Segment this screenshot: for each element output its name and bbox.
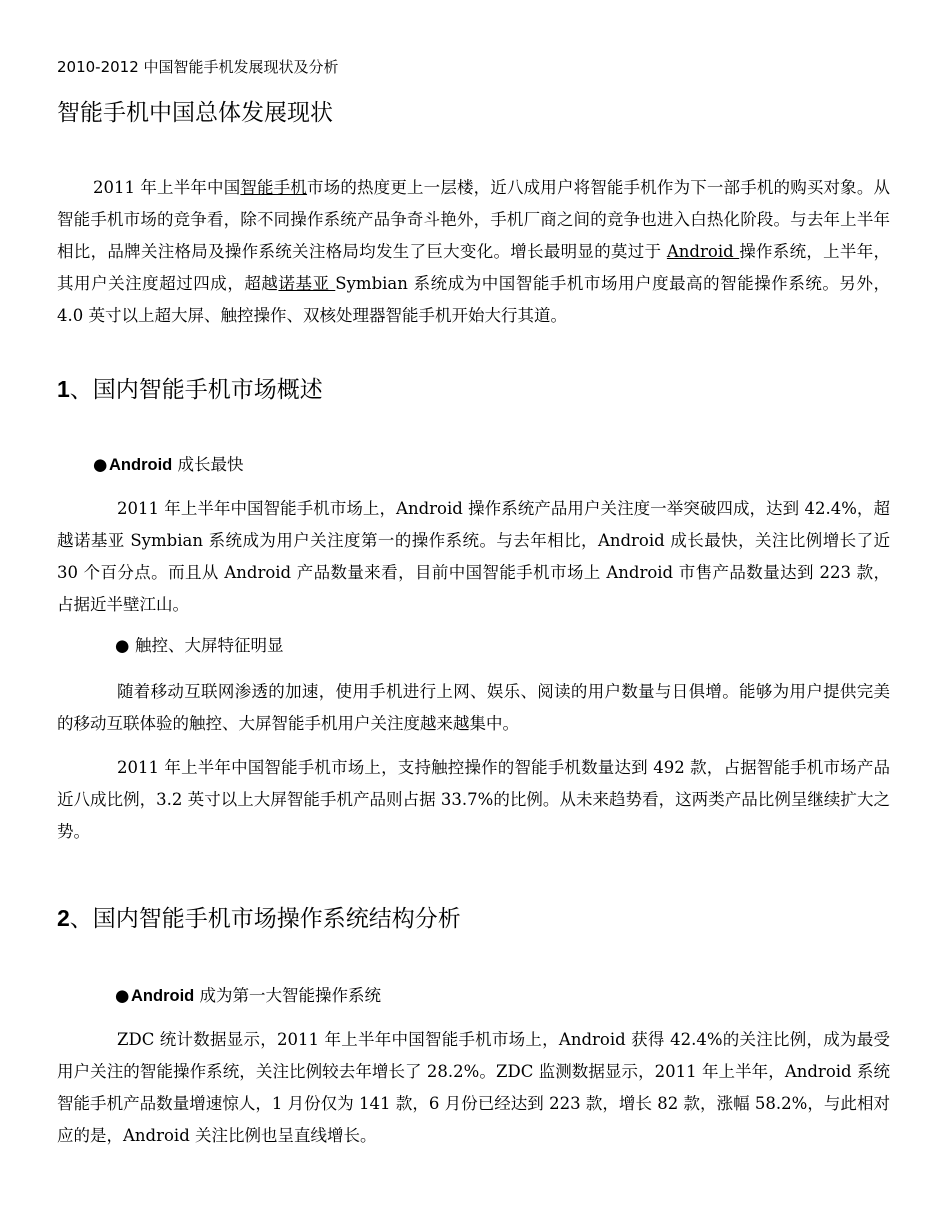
bullet-text: 成长最快 (172, 455, 244, 474)
section-number: 2 (57, 905, 70, 931)
android-link[interactable]: Android (666, 242, 740, 261)
section-heading-2 (57, 902, 461, 935)
intro-text-2: 市场的热度更上一层楼，近八成用户将智能手机作为下一部手机的购买对象。从智能手机市场的竞争看，除不同操作系统产品争奇斗艳外，手机厂商之间的竞争也进入白热化阶段。与去年上半年相比，品牌关注格局及操作系统关注格局均发生了巨大变化。增长最明显的莫过于 (57, 178, 891, 261)
nokia-link[interactable]: 诺基亚 (278, 274, 336, 293)
intro-text-3: 操作系统，上半年，其用户关注度超过四成，超越 (57, 242, 891, 293)
page-title: 智能手机中国总体发展现状 (57, 100, 333, 126)
section1-paragraph-2: 随着移动互联网渗透的加速，使用手机进行上网、娱乐、阅读的用户数量与日俱增。能够为用户提供完美的移动互联体验的触控、大屏智能手机用户关注度越来越集中。 (57, 682, 890, 733)
bullet-text: 成为第一大智能操作系统 (194, 986, 381, 1005)
section-title: 、国内智能手机市场概述 (69, 377, 323, 403)
bullet-icon: ● (93, 455, 108, 474)
bullet-latin: Android (109, 456, 173, 474)
document-header: 2010-2012 中国智能手机发展现状及分析 (57, 58, 339, 76)
bullet-text: 触控、大屏特征明显 (135, 636, 284, 655)
bullet-android-fastest (93, 451, 244, 479)
intro-paragraph (57, 172, 890, 332)
section1-paragraph-1: 2011 年上半年中国智能手机市场上，Android 操作系统产品用户关注度一举突破四成，达到 42.4%，超越诺基亚 Symbian 系统成为用户关注度第一的操作系统。与去年相比，Android 成长最快，关注比例增长了近 30 个百分点。而且从 Android 产品数量来看，目前中国智能手机市场上 Android 市售产品数量达到 223 款，占据近半壁江山。 (57, 499, 890, 614)
section-number: 1 (57, 376, 70, 402)
section-heading-1 (57, 373, 323, 406)
bullet-icon: ● (115, 636, 130, 655)
section2-paragraph-1: ZDC 统计数据显示，2011 年上半年中国智能手机市场上，Android 获得 42.4%的关注比例，成为最受用户关注的智能操作系统，关注比例较去年增长了 28.2%。ZDC 监测数据显示，2011 年上半年，Android 系统智能手机产品数量增速惊人，1 月份仅为 141 款，6 月份已经达到 223 款，增长 82 款，涨幅 58.2%，与此相对应的是，Android 关注比例也呈直线增长。 (57, 1030, 890, 1145)
intro-text-1: 2011 年上半年中国 (93, 178, 241, 197)
smartphone-link[interactable]: 智能手机 (240, 178, 308, 197)
section-title: 、国内智能手机市场操作系统结构分析 (69, 906, 461, 932)
intro-text-4: Symbian 系统成为中国智能手机市场用户度最高的智能操作系统。另外，4.0 英寸以上超大屏、触控操作、双核处理器智能手机开始大行其道。 (57, 274, 891, 325)
bullet-android-top-os (115, 982, 381, 1010)
bullet-icon: ● (115, 986, 130, 1005)
section1-paragraph-3: 2011 年上半年中国智能手机市场上，支持触控操作的智能手机数量达到 492 款，占据智能手机市场产品近八成比例，3.2 英寸以上大屏智能手机产品则占据 33.7%的比例。从未来趋势看，这两类产品比例呈继续扩大之势。 (57, 758, 890, 841)
bullet-touch-large-screen (115, 632, 284, 660)
bullet-latin: Android (131, 987, 195, 1005)
